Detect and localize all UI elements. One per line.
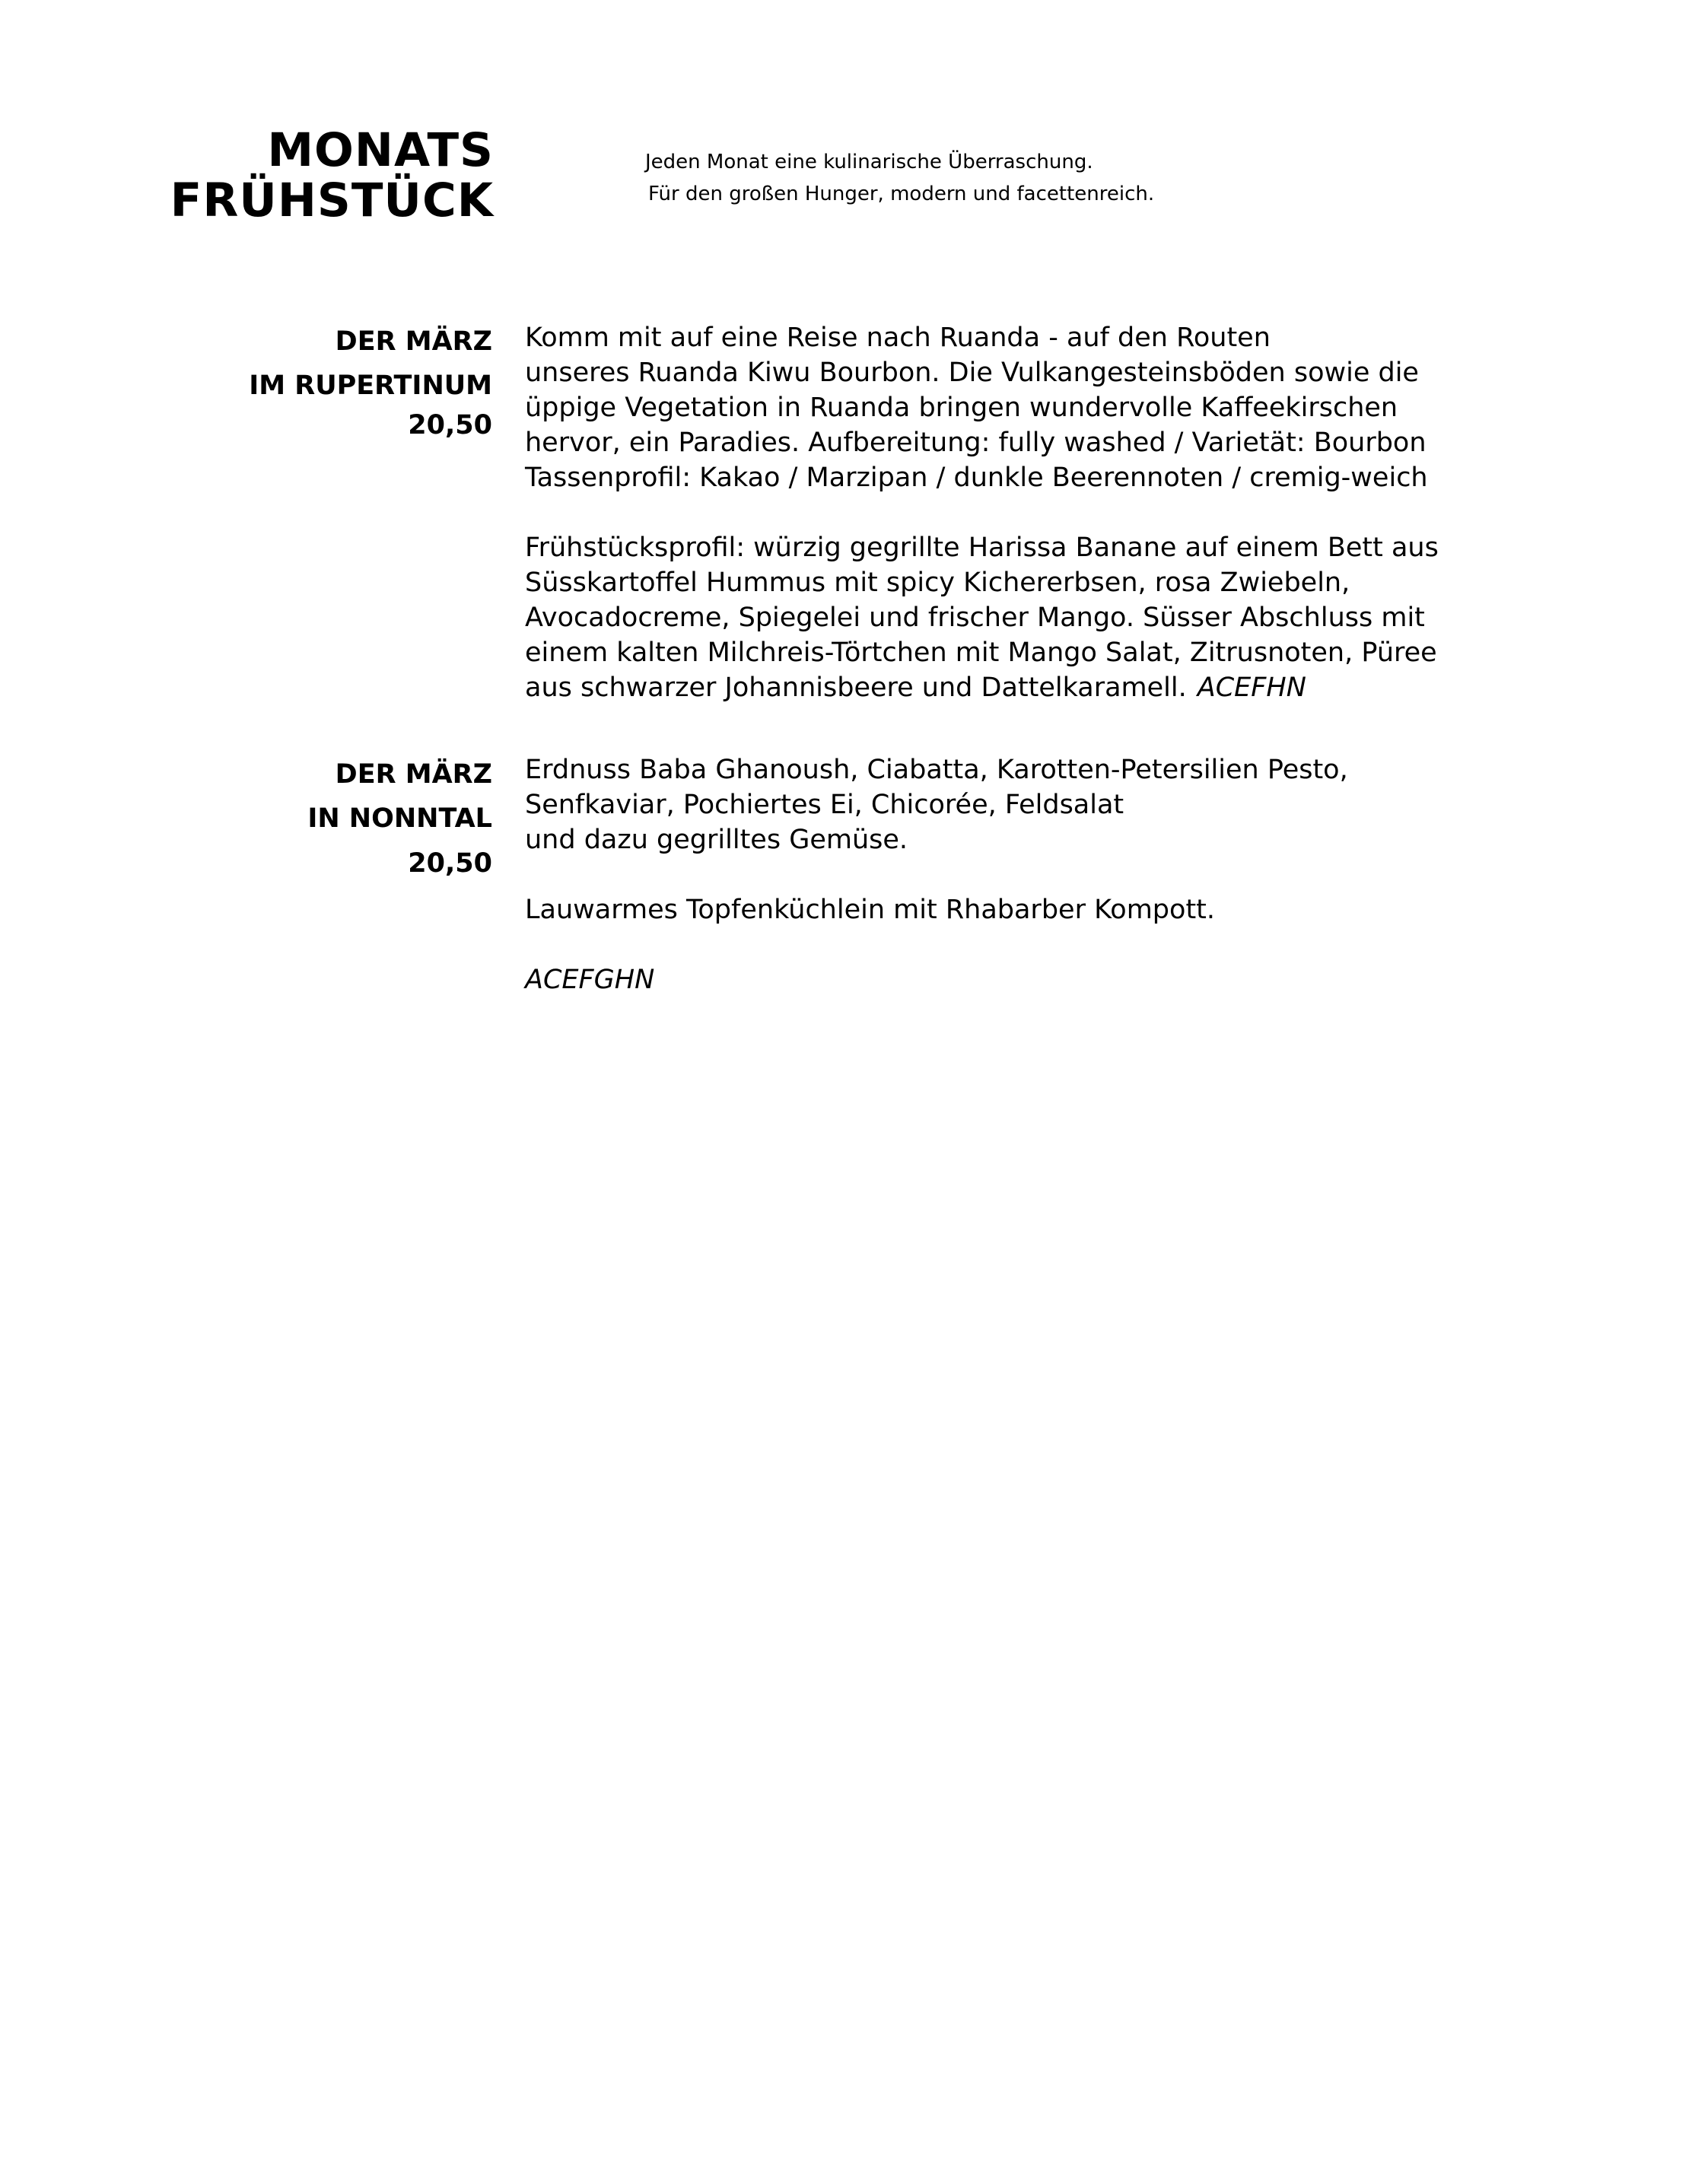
tagline xyxy=(645,146,1154,210)
coffee-description xyxy=(525,320,1461,495)
text-line: üppige Vegetation in Ruanda bringen wundervolle Kaffeekirschen xyxy=(525,393,1398,423)
text-line: und dazu gegrilltes Gemüse. xyxy=(525,825,908,855)
tagline-line-1: Jeden Monat eine kulinarische Überraschung. xyxy=(645,151,1093,173)
section-month: DER MÄRZ xyxy=(335,759,492,790)
text-line: Lauwarmes Topfenküchlein mit Rhabarber Kompott. xyxy=(525,895,1216,925)
main-course-description xyxy=(525,752,1461,857)
text-line: aus schwarzer Johannisbeere und Dattelkaramell. xyxy=(525,673,1187,703)
allergen-codes: ACEFHN xyxy=(1197,673,1306,703)
text-line: unseres Ruanda Kiwu Bourbon. Die Vulkangesteinsböden sowie die xyxy=(525,358,1419,388)
section-price: 20,50 xyxy=(408,848,492,879)
allergen-codes: ACEFGHN xyxy=(525,965,655,995)
page-title xyxy=(170,123,494,227)
text-line: Senfkaviar, Pochiertes Ei, Chicorée, Feldsalat xyxy=(525,790,1124,820)
section-label-rupertinum xyxy=(249,320,492,443)
text-line: Tassenprofil: Kakao / Marzipan / dunkle Beerennoten / cremig-weich xyxy=(525,463,1428,493)
text-line: einem kalten Milchreis-Törtchen mit Mango Salat, Zitrusnoten, Püree xyxy=(525,638,1437,668)
section-label-nonntal xyxy=(307,752,492,886)
section-body-nonntal xyxy=(525,752,1461,997)
section-price: 20,50 xyxy=(408,410,492,440)
section-body-rupertinum xyxy=(525,320,1461,705)
title-line-2: FRÜHSTÜCK xyxy=(170,173,494,227)
section-location: IN NONNTAL xyxy=(307,803,492,834)
tagline-line-2: Für den großen Hunger, modern und facettenreich. xyxy=(648,183,1155,205)
text-line: Avocadocreme, Spiegelei und frischer Mango. Süsser Abschluss mit xyxy=(525,603,1425,633)
text-line: Komm mit auf eine Reise nach Ruanda - auf den Routen xyxy=(525,323,1271,353)
title-line-1: MONATS xyxy=(267,123,494,177)
section-location: IM RUPERTINUM xyxy=(249,370,492,401)
text-line: Erdnuss Baba Ghanoush, Ciabatta, Karotten-Petersilien Pesto, xyxy=(525,755,1348,785)
text-line: Süsskartoffel Hummus mit spicy Kichererbsen, rosa Zwiebeln, xyxy=(525,568,1350,598)
dessert-description xyxy=(525,892,1461,927)
breakfast-description xyxy=(525,530,1461,705)
section-month: DER MÄRZ xyxy=(335,326,492,357)
text-line: hervor, ein Paradies. Aufbereitung: fully washed / Varietät: Bourbon xyxy=(525,428,1427,458)
text-line: Frühstücksprofil: würzig gegrillte Harissa Banane auf einem Bett aus xyxy=(525,533,1439,563)
